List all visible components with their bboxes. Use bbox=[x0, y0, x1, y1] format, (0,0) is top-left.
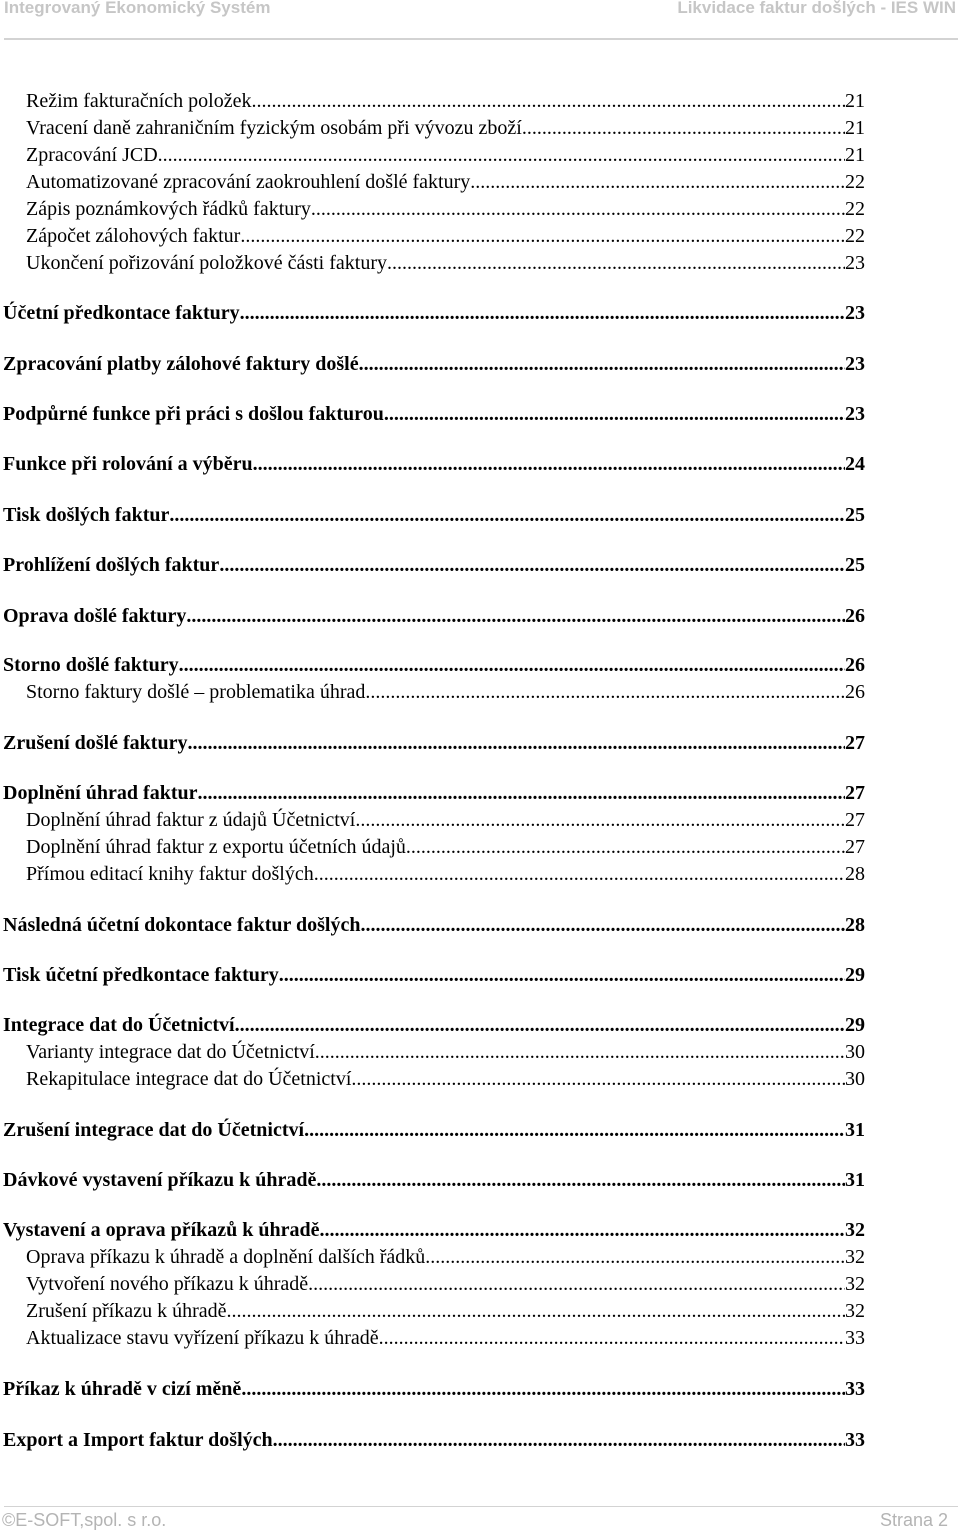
toc-entry-title: Vystavení a oprava příkazů k úhradě bbox=[3, 1219, 320, 1241]
toc-entry-page: 28 bbox=[845, 914, 865, 936]
toc-entry[interactable] bbox=[26, 142, 865, 169]
toc-dot-leader bbox=[279, 962, 845, 989]
toc-dot-leader bbox=[522, 115, 845, 142]
toc-entry-title: Zápis poznámkových řádků faktury bbox=[26, 198, 311, 220]
toc-entry-page: 21 bbox=[845, 144, 865, 166]
toc-entry-title: Storno došlé faktury bbox=[3, 654, 179, 676]
footer-copyright: ©E-SOFT,spol. s r.o. bbox=[2, 1510, 167, 1530]
toc-dot-leader bbox=[308, 1271, 845, 1298]
toc-entry-page: 33 bbox=[845, 1429, 865, 1451]
toc-dot-leader bbox=[360, 912, 845, 939]
toc-entry[interactable] bbox=[3, 603, 865, 630]
header-system-name: Integrovaný Ekonomický Systém bbox=[4, 0, 271, 17]
toc-entry-title: Dávkové vystavení příkazu k úhradě bbox=[3, 1169, 317, 1191]
footer-page-number: Strana 2 bbox=[879, 1510, 948, 1530]
toc-entry-page: 21 bbox=[845, 117, 865, 139]
toc-entry[interactable] bbox=[3, 1012, 865, 1039]
toc-entry-title: Funkce při rolování a výběru bbox=[3, 453, 253, 475]
toc-entry[interactable] bbox=[3, 451, 865, 478]
toc-entry-title: Varianty integrace dat do Účetnictví bbox=[26, 1041, 315, 1063]
toc-dot-leader bbox=[219, 552, 845, 579]
toc-entry-page: 32 bbox=[845, 1246, 865, 1268]
toc-entry[interactable] bbox=[26, 1066, 865, 1093]
toc-entry-page: 27 bbox=[845, 732, 865, 754]
toc-entry-title: Prohlížení došlých faktur bbox=[3, 554, 220, 576]
toc-entry-page: 22 bbox=[845, 171, 865, 193]
toc-entry[interactable] bbox=[26, 1271, 865, 1298]
header-divider bbox=[4, 38, 958, 40]
page-header bbox=[0, 0, 960, 22]
toc-entry-page: 26 bbox=[845, 605, 865, 627]
toc-entry-title: Tisk došlých faktur bbox=[3, 504, 170, 526]
toc-entry-page: 33 bbox=[845, 1327, 865, 1349]
toc-entry-page: 32 bbox=[845, 1273, 865, 1295]
toc-entry[interactable] bbox=[3, 401, 865, 428]
toc-entry-page: 30 bbox=[845, 1068, 865, 1090]
toc-entry-title: Zápočet zálohových faktur bbox=[26, 225, 241, 247]
toc-entry[interactable] bbox=[26, 1298, 865, 1325]
toc-dot-leader bbox=[169, 502, 845, 529]
toc-dot-leader bbox=[470, 169, 845, 196]
toc-entry-title: Vytvoření nového příkazu k úhradě bbox=[26, 1273, 309, 1295]
toc-entry-page: 32 bbox=[845, 1300, 865, 1322]
toc-entry-page: 26 bbox=[845, 681, 865, 703]
toc-entry-page: 33 bbox=[845, 1378, 865, 1400]
toc-entry-title: Oprava došlé faktury bbox=[3, 605, 187, 627]
toc-entry-page: 24 bbox=[845, 453, 865, 475]
toc-entry-title: Oprava příkazu k úhradě a doplnění dalších řádků bbox=[26, 1246, 426, 1268]
toc-entry-title: Export a Import faktur došlých bbox=[3, 1429, 273, 1451]
toc-entry-page: 23 bbox=[845, 403, 865, 425]
toc-entry-title: Zpracování JCD bbox=[26, 144, 158, 166]
toc-entry-title: Zrušení došlé faktury bbox=[3, 732, 188, 754]
toc-entry[interactable] bbox=[3, 1217, 865, 1244]
toc-entry-page: 27 bbox=[845, 782, 865, 804]
toc-entry[interactable] bbox=[26, 1244, 865, 1271]
toc-entry-page: 22 bbox=[845, 198, 865, 220]
toc-entry-page: 23 bbox=[845, 353, 865, 375]
toc-entry[interactable] bbox=[3, 962, 865, 989]
toc-dot-leader bbox=[387, 250, 845, 277]
toc-dot-leader bbox=[304, 1117, 845, 1144]
toc-entry[interactable] bbox=[3, 780, 865, 807]
toc-dot-leader bbox=[314, 861, 845, 888]
toc-dot-leader bbox=[320, 1217, 845, 1244]
toc-entry[interactable] bbox=[26, 679, 865, 706]
toc-entry-title: Doplnění úhrad faktur z údajů Účetnictví bbox=[26, 809, 356, 831]
toc-entry-page: 27 bbox=[845, 836, 865, 858]
toc-entry-page: 32 bbox=[845, 1219, 865, 1241]
toc-entry-title: Rekapitulace integrace dat do Účetnictví bbox=[26, 1068, 352, 1090]
toc-entry-page: 31 bbox=[845, 1169, 865, 1191]
toc-entry-title: Storno faktury došlé – problematika úhrad bbox=[26, 681, 366, 703]
toc-entry-title: Režim fakturačních položek bbox=[26, 90, 252, 112]
toc-entry[interactable] bbox=[26, 1039, 865, 1066]
toc-dot-leader bbox=[365, 679, 845, 706]
toc-dot-leader bbox=[316, 1167, 845, 1194]
toc-dot-leader bbox=[425, 1244, 845, 1271]
toc-dot-leader bbox=[384, 401, 845, 428]
toc-entry[interactable] bbox=[3, 552, 865, 579]
toc-dot-leader bbox=[311, 196, 845, 223]
toc-entry-page: 28 bbox=[845, 863, 865, 885]
toc-entry-title: Přímou editací knihy faktur došlých bbox=[26, 863, 314, 885]
toc-entry-title: Zrušení příkazu k úhradě bbox=[26, 1300, 227, 1322]
toc-entry-title: Účetní předkontace faktury bbox=[3, 302, 240, 324]
toc-entry-page: 31 bbox=[845, 1119, 865, 1141]
toc-entry-title: Integrace dat do Účetnictví bbox=[3, 1014, 235, 1036]
toc-entry-page: 23 bbox=[845, 302, 865, 324]
toc-entry-title: Příkaz k úhradě v cizí měně bbox=[3, 1378, 242, 1400]
toc-dot-leader bbox=[273, 1427, 845, 1454]
toc-entry-title: Doplnění úhrad faktur z exportu účetních údajů bbox=[26, 836, 406, 858]
toc-entry-page: 29 bbox=[845, 1014, 865, 1036]
toc-entry[interactable] bbox=[26, 807, 865, 834]
toc-entry-title: Aktualizace stavu vyřízení příkazu k úhradě bbox=[26, 1327, 379, 1349]
toc-dot-leader bbox=[158, 142, 845, 169]
toc-entry-page: 25 bbox=[845, 504, 865, 526]
toc-dot-leader bbox=[406, 834, 845, 861]
header-document-title: Likvidace faktur došlých - IES WIN bbox=[677, 0, 956, 17]
toc-entry-page: 26 bbox=[845, 654, 865, 676]
toc-entry[interactable] bbox=[3, 1427, 865, 1454]
toc-entry[interactable] bbox=[3, 1117, 865, 1144]
toc-entry-title: Ukončení pořizování položkové části faktury bbox=[26, 252, 387, 274]
toc-entry[interactable] bbox=[26, 196, 865, 223]
toc-entry[interactable] bbox=[3, 1167, 865, 1194]
toc-entry[interactable] bbox=[3, 502, 865, 529]
toc-entry-page: 22 bbox=[845, 225, 865, 247]
toc-entry-title: Následná účetní dokontace faktur došlých bbox=[3, 914, 361, 936]
toc-dot-leader bbox=[359, 351, 845, 378]
toc-dot-leader bbox=[355, 807, 845, 834]
toc-entry-title: Podpůrné funkce při práci s došlou fakturou bbox=[3, 403, 384, 425]
toc-entry[interactable] bbox=[26, 88, 865, 115]
toc-dot-leader bbox=[240, 223, 845, 250]
toc-dot-leader bbox=[253, 451, 845, 478]
toc-entry-title: Vracení daně zahraničním fyzickým osobám při vývozu zboží bbox=[26, 117, 522, 139]
toc-entry[interactable] bbox=[26, 861, 865, 888]
toc-entry-page: 23 bbox=[845, 252, 865, 274]
toc-entry[interactable] bbox=[3, 730, 865, 757]
toc-dot-leader bbox=[198, 780, 846, 807]
toc-entry-title: Zrušení integrace dat do Účetnictví bbox=[3, 1119, 305, 1141]
toc-dot-leader bbox=[186, 603, 845, 630]
toc-entry-page: 25 bbox=[845, 554, 865, 576]
toc-dot-leader bbox=[251, 88, 845, 115]
toc-entry[interactable] bbox=[3, 351, 865, 378]
toc-entry[interactable] bbox=[3, 1376, 865, 1403]
toc-entry-title: Tisk účetní předkontace faktury bbox=[3, 964, 279, 986]
toc-entry-page: 27 bbox=[845, 809, 865, 831]
toc-dot-leader bbox=[315, 1039, 845, 1066]
toc-entry[interactable] bbox=[26, 834, 865, 861]
toc-entry[interactable] bbox=[3, 300, 865, 327]
toc-entry[interactable] bbox=[26, 169, 865, 196]
toc-entry[interactable] bbox=[26, 115, 865, 142]
toc-dot-leader bbox=[179, 652, 845, 679]
toc-entry-title: Automatizované zpracování zaokrouhlení došlé faktury bbox=[26, 171, 471, 193]
toc-dot-leader bbox=[241, 1376, 845, 1403]
toc-dot-leader bbox=[379, 1325, 845, 1352]
toc-dot-leader bbox=[240, 300, 845, 327]
toc-entry[interactable] bbox=[3, 652, 865, 679]
toc-entry-page: 21 bbox=[845, 90, 865, 112]
toc-entry[interactable] bbox=[26, 250, 865, 277]
toc-dot-leader bbox=[351, 1066, 845, 1093]
toc-entry-page: 30 bbox=[845, 1041, 865, 1063]
toc-dot-leader bbox=[226, 1298, 845, 1325]
toc-entry[interactable] bbox=[26, 223, 865, 250]
toc-dot-leader bbox=[187, 730, 845, 757]
toc-entry-title: Doplnění úhrad faktur bbox=[3, 782, 198, 804]
footer-divider bbox=[4, 1506, 958, 1507]
toc-entry-page: 29 bbox=[845, 964, 865, 986]
toc-entry-title: Zpracování platby zálohové faktury došlé bbox=[3, 353, 359, 375]
toc-entry[interactable] bbox=[26, 1325, 865, 1352]
toc-entry[interactable] bbox=[3, 912, 865, 939]
toc-dot-leader bbox=[235, 1012, 845, 1039]
